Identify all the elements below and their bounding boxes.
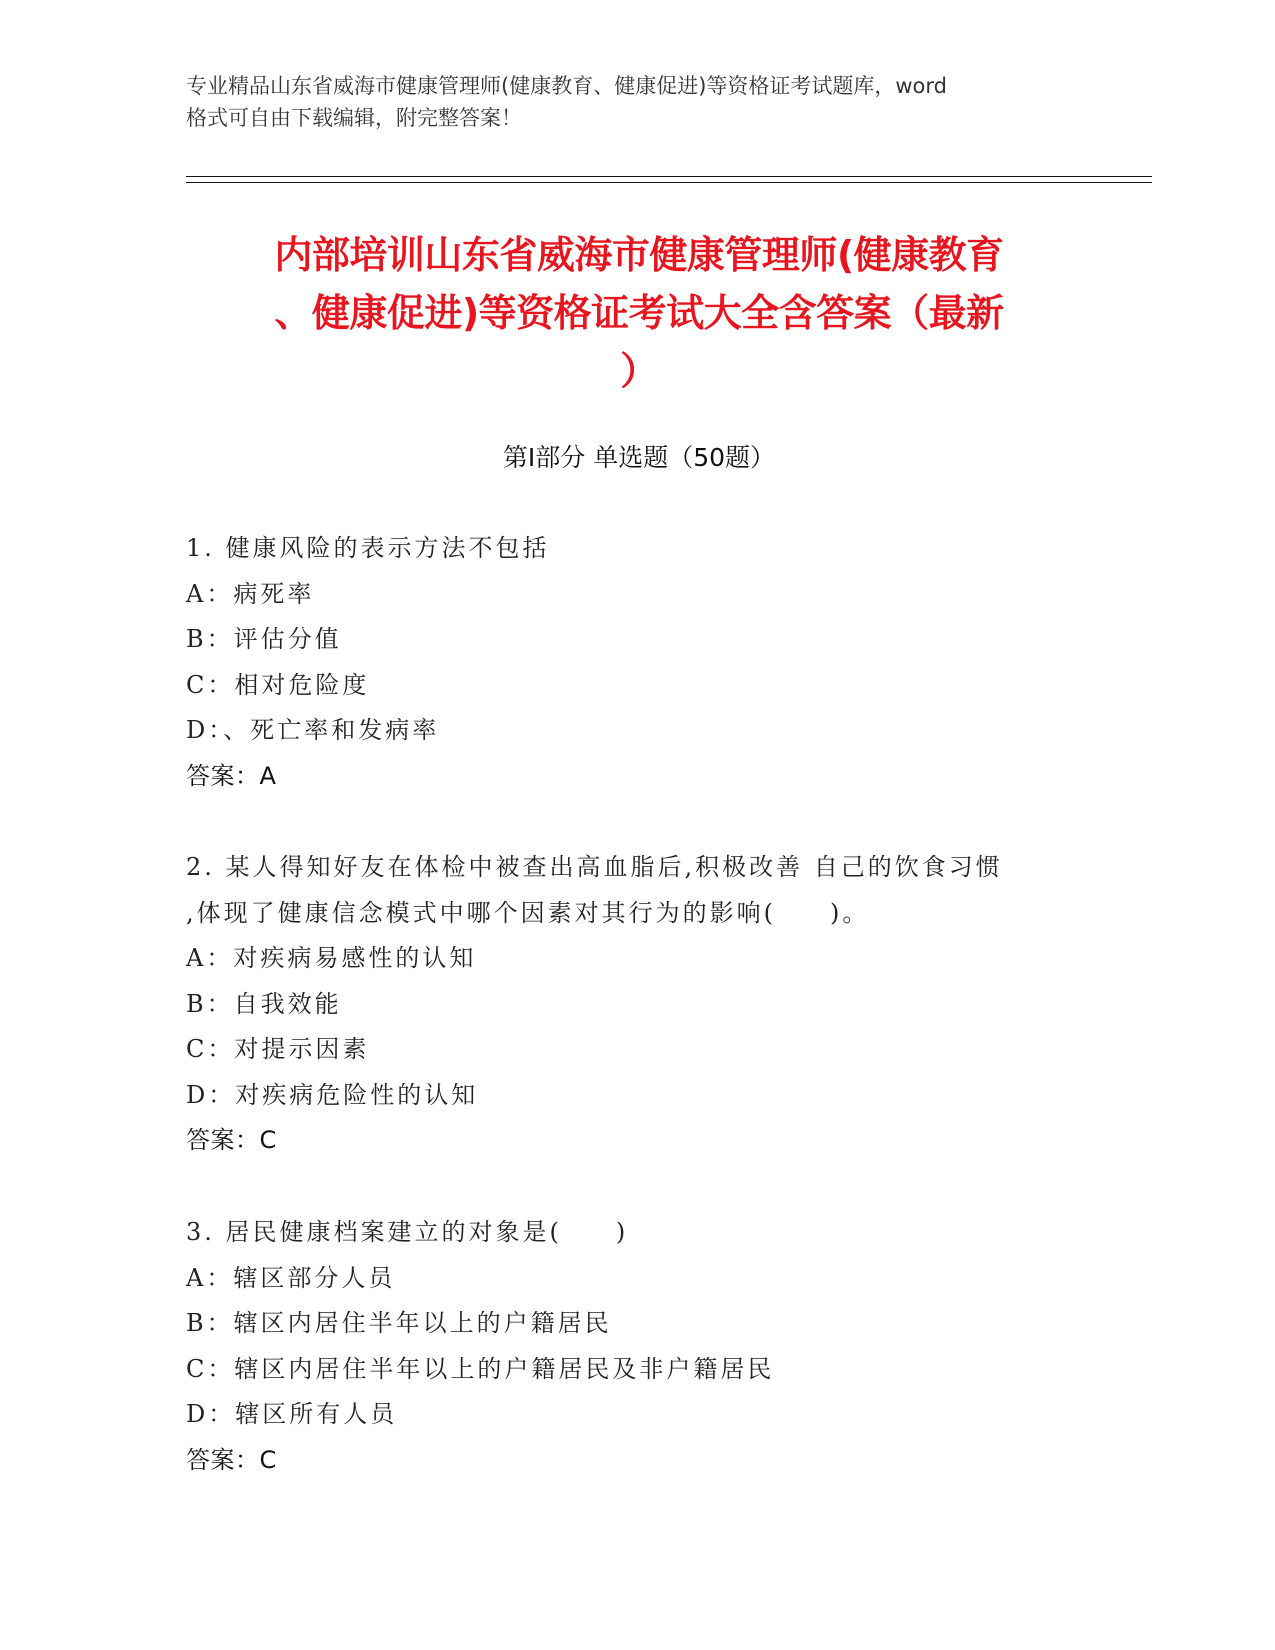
question-3-answer: 答案：C bbox=[186, 1445, 277, 1474]
question-3-option-b: B：辖区内居住半年以上的户籍居民 bbox=[186, 1309, 612, 1337]
question-2-option-d: D：对疾病危险性的认知 bbox=[186, 1080, 479, 1109]
question-2-stem-line-2: ,体现了健康信念模式中哪个因素对其行为的影响( )。 bbox=[186, 898, 870, 927]
question-1-answer: 答案：A bbox=[186, 761, 277, 790]
header-note-line-2: 格式可自由下载编辑，附完整答案！ bbox=[186, 106, 522, 130]
question-1-option-a: A：病死率 bbox=[186, 579, 315, 608]
header-note bbox=[186, 70, 1086, 134]
question-3-option-a: A：辖区部分人员 bbox=[186, 1263, 396, 1292]
question-1 bbox=[186, 526, 1086, 799]
question-3 bbox=[186, 1210, 1086, 1483]
document-title-line-2: 、健康促进)等资格证考试大全含答案（最新 bbox=[274, 291, 1004, 335]
document-title-line-1: 内部培训山东省威海市健康管理师(健康教育 bbox=[274, 233, 1004, 277]
question-1-option-c: C：相对危险度 bbox=[186, 670, 370, 699]
question-2 bbox=[186, 845, 1086, 1164]
question-1-option-b: B：评估分值 bbox=[186, 625, 342, 653]
question-3-option-c: C：辖区内居住半年以上的户籍居民及非户籍居民 bbox=[186, 1354, 775, 1383]
question-3-option-d: D：辖区所有人员 bbox=[186, 1400, 398, 1428]
question-2-stem-line-1: 2. 某人得知好友在体检中被查出高血脂后,积极改善 自己的饮食习惯 bbox=[186, 853, 1003, 881]
question-2-option-a: A：对疾病易感性的认知 bbox=[186, 944, 477, 972]
header-divider-bottom bbox=[186, 182, 1152, 183]
question-3-stem: 3. 居民健康档案建立的对象是( ) bbox=[186, 1218, 629, 1246]
question-2-option-b: B：自我效能 bbox=[186, 989, 342, 1018]
header-divider-top bbox=[186, 176, 1152, 177]
question-2-option-c: C：对提示因素 bbox=[186, 1035, 370, 1063]
question-1-stem: 1. 健康风险的表示方法不包括 bbox=[186, 534, 550, 562]
section-title: 第Ⅰ部分 单选题（50题） bbox=[502, 443, 776, 472]
document-title-line-3: ） bbox=[620, 349, 658, 393]
question-2-answer: 答案：C bbox=[186, 1126, 277, 1154]
document-title bbox=[186, 226, 1092, 400]
header-note-line-1: 专业精品山东省威海市健康管理师(健康教育、健康促进)等资格证考试题库，word bbox=[186, 74, 948, 98]
question-1-option-d: D：、死亡率和发病率 bbox=[186, 716, 440, 744]
